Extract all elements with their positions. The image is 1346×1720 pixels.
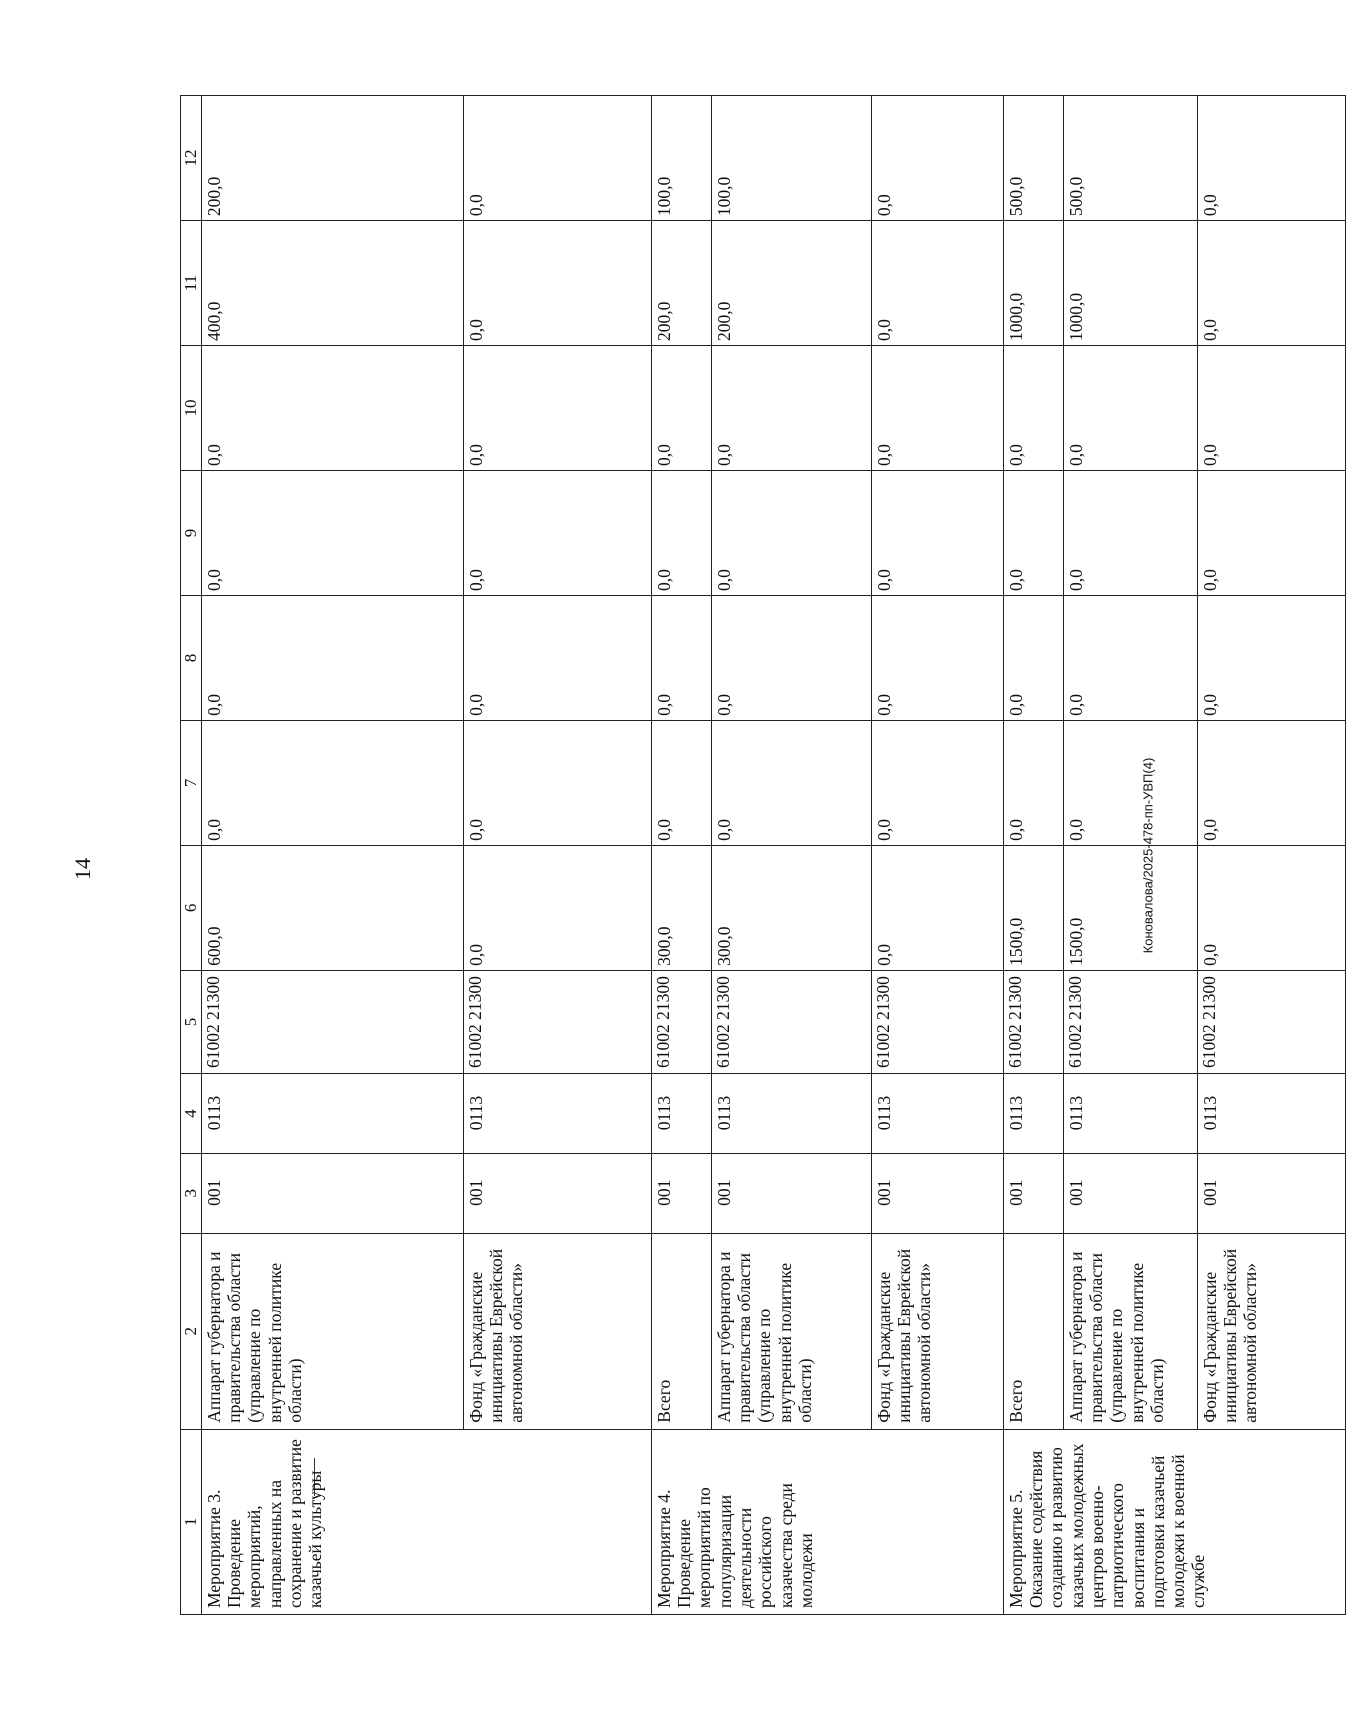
- amount-cell: 0,0: [1197, 96, 1345, 221]
- amount-cell: 0,0: [1003, 595, 1063, 720]
- amount-cell: 0,0: [1063, 346, 1197, 471]
- executor-cell: Всего: [651, 1233, 711, 1429]
- amount-cell: 0,0: [463, 221, 651, 346]
- amount-cell: 1500,0: [1003, 845, 1063, 970]
- amount-cell: 0,0: [871, 346, 1003, 471]
- activity-title-cell: Мероприятие 4. Проведение мероприятий по популяризации деятельности российского казачества среди молодежи: [651, 1429, 1003, 1614]
- section-code-cell: 0113: [1003, 1074, 1063, 1154]
- section-code-cell: 0113: [651, 1074, 711, 1154]
- section-code-cell: 0113: [711, 1074, 871, 1154]
- column-number: 11: [181, 221, 202, 346]
- target-article-cell: 61002 21300: [463, 970, 651, 1073]
- column-number: 3: [181, 1153, 202, 1233]
- executor-cell: Аппарат губернатора и правительства области (управление по внутренней политике области): [201, 1233, 463, 1429]
- table-row: [711, 96, 871, 1615]
- section-code-cell: 0113: [1063, 1074, 1197, 1154]
- budget-table: [180, 95, 1346, 1615]
- amount-cell: 0,0: [871, 96, 1003, 221]
- executor-cell: Фонд «Гражданские инициативы Еврейской автономной области»: [871, 1233, 1003, 1429]
- amount-cell: 1000,0: [1003, 221, 1063, 346]
- section-code-cell: 0113: [463, 1074, 651, 1154]
- amount-cell: 0,0: [1003, 471, 1063, 596]
- amount-cell: 600,0: [201, 845, 463, 970]
- column-number-row: [181, 96, 202, 1615]
- target-article-cell: 61002 21300: [1003, 970, 1063, 1073]
- table-row: [1197, 96, 1345, 1615]
- column-number: 5: [181, 970, 202, 1073]
- column-number: 8: [181, 595, 202, 720]
- grbs-code-cell: 001: [651, 1153, 711, 1233]
- amount-cell: 0,0: [1063, 595, 1197, 720]
- table-row: [871, 96, 1003, 1615]
- table-row: [1003, 96, 1063, 1615]
- amount-cell: 0,0: [1197, 720, 1345, 845]
- amount-cell: 0,0: [1197, 221, 1345, 346]
- amount-cell: 0,0: [651, 720, 711, 845]
- table-row: [463, 96, 651, 1615]
- executor-cell: Фонд «Гражданские инициативы Еврейской автономной области»: [463, 1233, 651, 1429]
- grbs-code-cell: 001: [871, 1153, 1003, 1233]
- amount-cell: 400,0: [201, 221, 463, 346]
- amount-cell: 1500,0: [1063, 845, 1197, 970]
- amount-cell: 0,0: [871, 720, 1003, 845]
- grbs-code-cell: 001: [711, 1153, 871, 1233]
- executor-cell: Аппарат губернатора и правительства области (управление по внутренней политике области): [711, 1233, 871, 1429]
- amount-cell: 0,0: [871, 221, 1003, 346]
- amount-cell: 0,0: [201, 471, 463, 596]
- grbs-code-cell: 001: [1063, 1153, 1197, 1233]
- amount-cell: 1000,0: [1063, 221, 1197, 346]
- amount-cell: 0,0: [1197, 346, 1345, 471]
- activity-title-cell: Мероприятие 5. Оказание содействия созданию и развитию казачьих молодежных центров военно-патриотического воспитания и подготовки казачьей молодежи к военной службе: [1003, 1429, 1345, 1614]
- amount-cell: 0,0: [463, 595, 651, 720]
- executor-cell: Фонд «Гражданские инициативы Еврейской автономной области»: [1197, 1233, 1345, 1429]
- column-number: 12: [181, 96, 202, 221]
- amount-cell: 100,0: [651, 96, 711, 221]
- column-number: 1: [181, 1429, 202, 1614]
- section-code-cell: 0113: [1197, 1074, 1345, 1154]
- amount-cell: 0,0: [463, 845, 651, 970]
- grbs-code-cell: 001: [1003, 1153, 1063, 1233]
- amount-cell: 0,0: [201, 346, 463, 471]
- amount-cell: 0,0: [651, 346, 711, 471]
- target-article-cell: 61002 21300: [1063, 970, 1197, 1073]
- amount-cell: 0,0: [651, 471, 711, 596]
- amount-cell: 0,0: [711, 346, 871, 471]
- column-number: 10: [181, 346, 202, 471]
- amount-cell: 0,0: [1197, 845, 1345, 970]
- amount-cell: 0,0: [201, 720, 463, 845]
- table-body: [181, 96, 1346, 1615]
- amount-cell: 0,0: [871, 845, 1003, 970]
- amount-cell: 0,0: [871, 471, 1003, 596]
- amount-cell: 0,0: [1063, 471, 1197, 596]
- executor-cell: Всего: [1003, 1233, 1063, 1429]
- activity-title-cell: Мероприятие 3. Проведение мероприятий, направленных на сохранение и развитие казачьей культуры: [201, 1429, 651, 1614]
- amount-cell: 300,0: [651, 845, 711, 970]
- amount-cell: 200,0: [201, 96, 463, 221]
- amount-cell: 0,0: [1197, 471, 1345, 596]
- table-row: [1063, 96, 1197, 1615]
- amount-cell: 0,0: [1197, 595, 1345, 720]
- column-number: 2: [181, 1233, 202, 1429]
- amount-cell: 0,0: [1003, 346, 1063, 471]
- amount-cell: 0,0: [651, 595, 711, 720]
- amount-cell: 200,0: [711, 221, 871, 346]
- amount-cell: 0,0: [871, 595, 1003, 720]
- column-number: 6: [181, 845, 202, 970]
- amount-cell: 0,0: [711, 720, 871, 845]
- grbs-code-cell: 001: [201, 1153, 463, 1233]
- grbs-code-cell: 001: [463, 1153, 651, 1233]
- target-article-cell: 61002 21300: [651, 970, 711, 1073]
- table-row: [651, 96, 711, 1615]
- column-number: 9: [181, 471, 202, 596]
- amount-cell: 0,0: [463, 96, 651, 221]
- table-row: [201, 96, 463, 1615]
- page-number: 14: [70, 858, 95, 880]
- amount-cell: 0,0: [711, 595, 871, 720]
- grbs-code-cell: 001: [1197, 1153, 1345, 1233]
- column-number: 7: [181, 720, 202, 845]
- target-article-cell: 61002 21300: [871, 970, 1003, 1073]
- section-code-cell: 0113: [201, 1074, 463, 1154]
- amount-cell: 0,0: [463, 720, 651, 845]
- amount-cell: 100,0: [711, 96, 871, 221]
- column-number: 4: [181, 1074, 202, 1154]
- target-article-cell: 61002 21300: [711, 970, 871, 1073]
- document-code: Коновалова/2025-478-пп-УВП(4): [1140, 757, 1156, 954]
- amount-cell: 200,0: [651, 221, 711, 346]
- amount-cell: 0,0: [463, 346, 651, 471]
- amount-cell: 0,0: [201, 595, 463, 720]
- amount-cell: 300,0: [711, 845, 871, 970]
- amount-cell: 0,0: [711, 471, 871, 596]
- executor-cell: Аппарат губернатора и правительства области (управление по внутренней политике области): [1063, 1233, 1197, 1429]
- target-article-cell: 61002 21300: [201, 970, 463, 1073]
- target-article-cell: 61002 21300: [1197, 970, 1345, 1073]
- amount-cell: 0,0: [463, 471, 651, 596]
- amount-cell: 0,0: [1003, 720, 1063, 845]
- section-code-cell: 0113: [871, 1074, 1003, 1154]
- amount-cell: 0,0: [1063, 720, 1197, 845]
- amount-cell: 500,0: [1063, 96, 1197, 221]
- amount-cell: 500,0: [1003, 96, 1063, 221]
